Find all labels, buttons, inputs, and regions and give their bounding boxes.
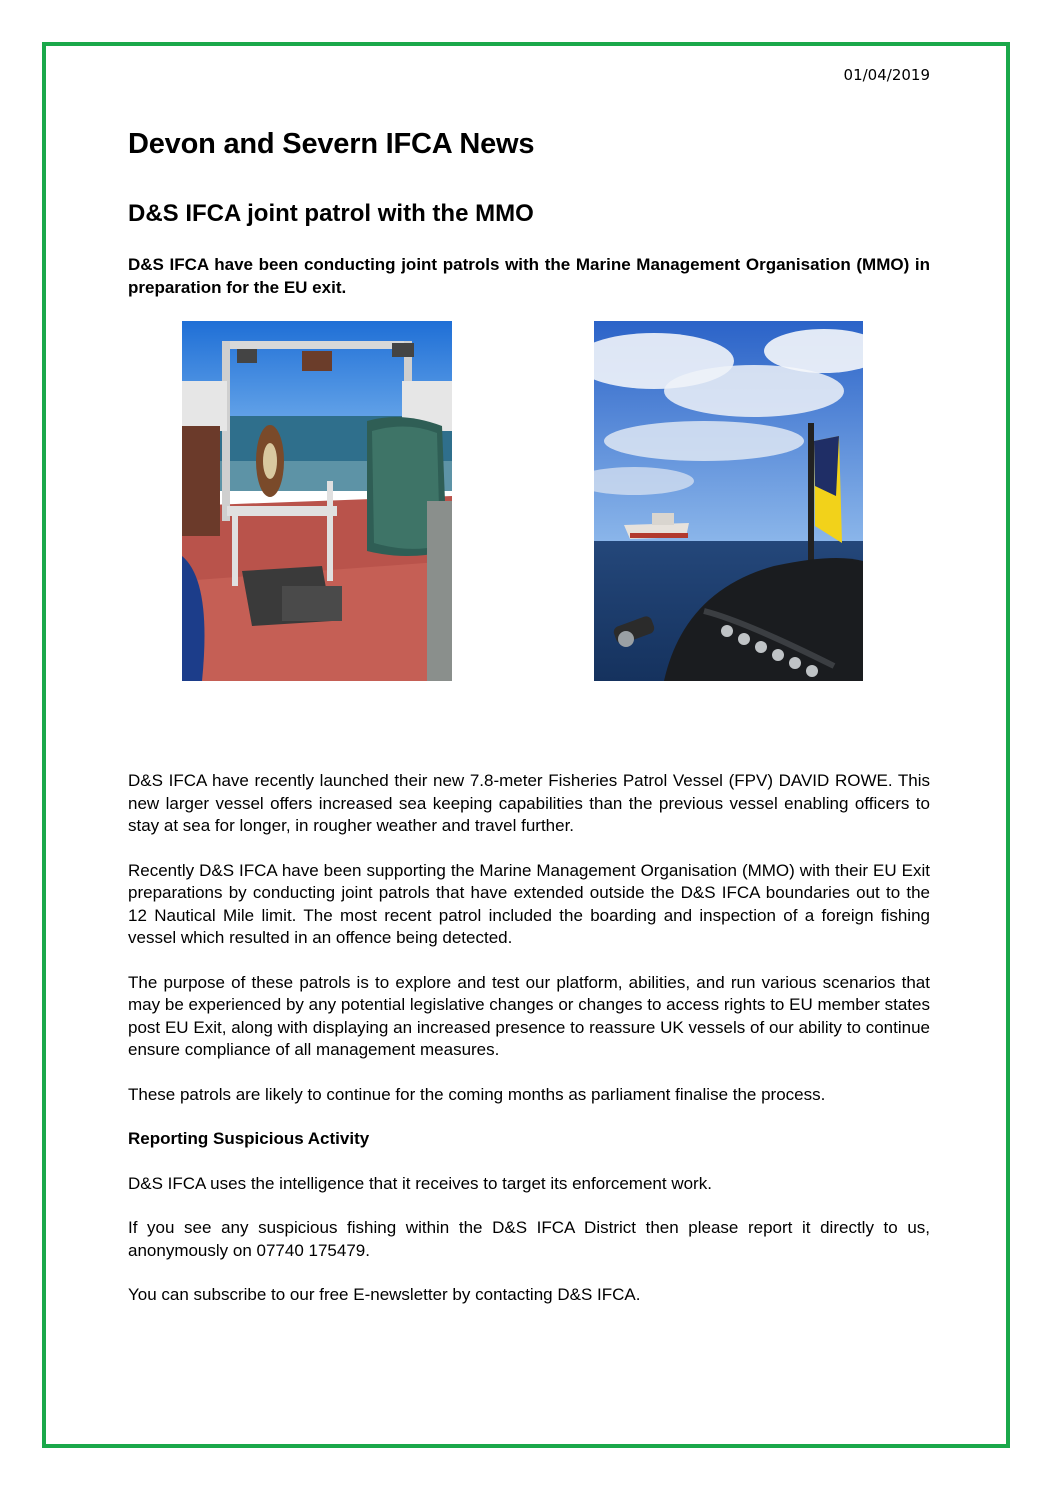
article-lead: D&S IFCA have been conducting joint patrols with the Marine Management Organisation (MMO) in preparation for the EU exit.	[128, 255, 930, 297]
article-paragraph: D&S IFCA have recently launched their new 7.8-meter Fisheries Patrol Vessel (FPV) DAVID ROWE. This new larger vessel offers increased sea keeping capabilities than the previous vessel enabling officers to stay at sea for longer, in rougher weather and travel further.	[128, 771, 930, 835]
article-paragraph: Recently D&S IFCA have been supporting the Marine Management Organisation (MMO) with their EU Exit preparations by conducting joint patrols that have extended outside the D&S IFCA boundaries out to the 12 Nautical Mile limit. The most recent patrol included the boarding and inspection of a foreign fishing vessel which resulted in an offence being detected.	[128, 860, 930, 947]
photo-trawler-deck	[182, 321, 452, 681]
document-date: 01/04/2019	[843, 66, 930, 84]
article-body	[128, 770, 930, 1329]
article-headline: D&S IFCA joint patrol with the MMO	[128, 200, 534, 227]
article-paragraph: The purpose of these patrols is to explore and test our platform, abilities, and run various scenarios that may be experienced by any potential legislative changes or changes to access rights to EU member states post EU Exit, along with displaying an increased presence to reassure UK vessels of our ability to continue ensure compliance of all management measures.	[128, 972, 930, 1059]
page-title: Devon and Severn IFCA News	[128, 128, 535, 160]
reporting-heading: Reporting Suspicious Activity	[128, 1129, 370, 1148]
reporting-paragraph: D&S IFCA uses the intelligence that it receives to target its enforcement work.	[128, 1173, 712, 1193]
photo-patrol-sea	[594, 321, 863, 681]
reporting-paragraph: You can subscribe to our free E-newsletter by contacting D&S IFCA.	[128, 1285, 641, 1304]
article-paragraph: These patrols are likely to continue for the coming months as parliament finalise the process.	[128, 1084, 826, 1104]
reporting-paragraph: If you see any suspicious fishing within the D&S IFCA District then please report it directly to us, anonymously on 07740 175479.	[128, 1218, 930, 1260]
